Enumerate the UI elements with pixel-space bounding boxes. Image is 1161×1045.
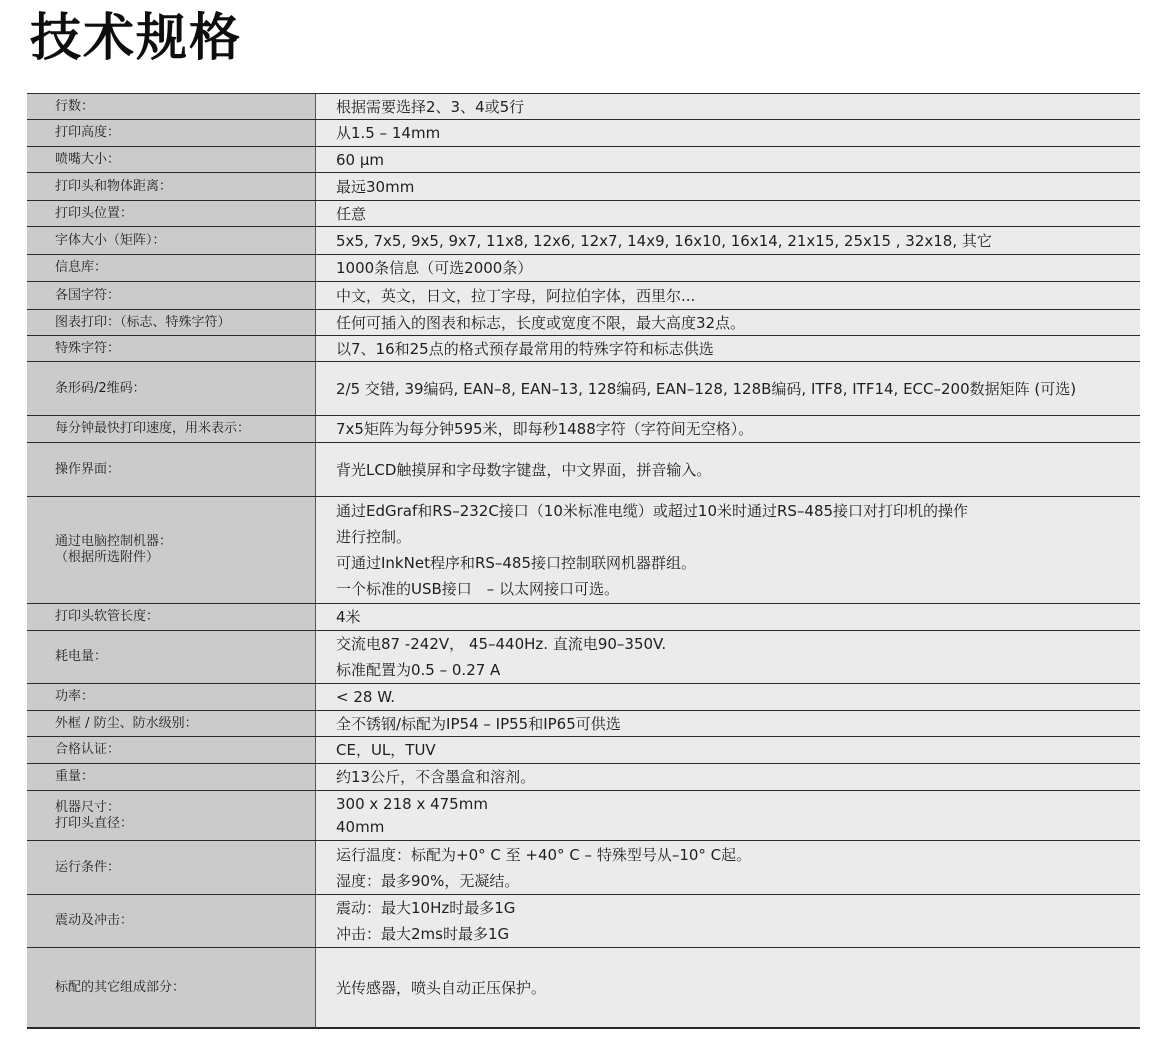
spec-value-line: 2/5 交错, 39编码, EAN–8, EAN–13, 128编码, EAN–128, 128B编码, ITF8, ITF14, ECC–200数据矩阵 (可选) bbox=[336, 379, 1077, 398]
spec-value-line: 中文，英文，日文，拉丁字母，阿拉伯字体，西里尔... bbox=[336, 286, 696, 305]
spec-row bbox=[27, 791, 1140, 841]
spec-value bbox=[316, 227, 1140, 254]
spec-row bbox=[27, 147, 1140, 173]
spec-value-line: 1000条信息（可选2000条） bbox=[336, 259, 533, 277]
spec-value bbox=[316, 416, 1140, 442]
spec-value bbox=[316, 362, 1140, 415]
spec-value bbox=[316, 604, 1140, 630]
spec-value-line: 全不锈钢/标配为IP54 – IP55和IP65可供选 bbox=[336, 714, 621, 733]
spec-value bbox=[316, 120, 1140, 146]
spec-value-line: 7x5矩阵为每分钟595米，即每秒1488字符（字符间无空格）。 bbox=[336, 420, 754, 438]
spec-label-line: 信息库： bbox=[55, 260, 108, 275]
spec-label-line: 每分钟最快打印速度，用米表示： bbox=[55, 421, 251, 436]
spec-value-line: 冲击：最大2ms时最多1G bbox=[336, 925, 510, 943]
spec-row bbox=[27, 94, 1140, 120]
spec-value-line: 4米 bbox=[336, 608, 361, 626]
spec-label-line: 通过电脑控制机器： bbox=[55, 534, 173, 549]
spec-value-line: 可通过InkNet程序和RS–485接口控制联网机器群组。 bbox=[336, 554, 697, 572]
spec-label bbox=[27, 94, 316, 119]
spec-value-line: 通过EdGraf和RS–232C接口（10米标准电缆）或超过10米时通过RS–485接口对打印机的操作 bbox=[336, 502, 969, 520]
spec-value-line: 进行控制。 bbox=[336, 528, 412, 546]
spec-row bbox=[27, 416, 1140, 443]
spec-value bbox=[316, 791, 1140, 840]
spec-value-line: 交流电87 -242V， 45–440Hz. 直流电90–350V. bbox=[336, 635, 667, 653]
spec-label bbox=[27, 443, 316, 496]
spec-label-line: 图表打印：（标志、特殊字符） bbox=[55, 314, 231, 330]
spec-value bbox=[316, 336, 1140, 361]
spec-value bbox=[316, 94, 1140, 119]
spec-row bbox=[27, 841, 1140, 895]
spec-row bbox=[27, 737, 1140, 764]
spec-label bbox=[27, 497, 316, 603]
spec-label bbox=[27, 255, 316, 281]
spec-label bbox=[27, 362, 316, 415]
spec-label-line: 重量： bbox=[55, 769, 95, 784]
spec-label-line: 合格认证： bbox=[55, 742, 121, 757]
spec-label-line: 耗电量： bbox=[55, 649, 108, 664]
spec-label-line: 打印头和物体距离： bbox=[55, 178, 173, 194]
spec-label-line: 打印头软管长度： bbox=[55, 609, 160, 624]
spec-label bbox=[27, 631, 316, 683]
spec-label bbox=[27, 173, 316, 200]
spec-value-line: 根据需要选择2、3、4或5行 bbox=[336, 97, 525, 116]
spec-label-line: （根据所选附件） bbox=[55, 550, 160, 565]
spec-row bbox=[27, 443, 1140, 497]
spec-label-line: 标配的其它组成部分： bbox=[55, 979, 186, 995]
spec-label-line: 条形码/2维码： bbox=[55, 380, 146, 396]
spec-value-line: 300 x 218 x 475mm bbox=[336, 794, 488, 813]
spec-value bbox=[316, 711, 1140, 736]
spec-row bbox=[27, 948, 1140, 1029]
spec-row bbox=[27, 684, 1140, 711]
spec-row bbox=[27, 497, 1140, 604]
spec-label bbox=[27, 604, 316, 630]
spec-value-line: 标准配置为0.5 – 0.27 A bbox=[336, 661, 501, 679]
spec-label bbox=[27, 684, 316, 710]
spec-label bbox=[27, 841, 316, 894]
spec-label bbox=[27, 737, 316, 763]
spec-row bbox=[27, 336, 1140, 362]
spec-label-line: 机器尺寸： bbox=[55, 799, 121, 815]
spec-value bbox=[316, 497, 1140, 603]
spec-label bbox=[27, 120, 316, 146]
spec-value-line: 运行温度：标配为+0° C 至 +40° C – 特殊型号从–10° C起。 bbox=[336, 845, 752, 864]
spec-label bbox=[27, 895, 316, 947]
spec-label bbox=[27, 282, 316, 309]
spec-value bbox=[316, 173, 1140, 200]
spec-label-line: 行数： bbox=[55, 98, 95, 114]
spec-label-line: 字体大小（矩阵）： bbox=[55, 232, 166, 248]
spec-label bbox=[27, 764, 316, 790]
spec-value-line: 最远30mm bbox=[336, 177, 415, 196]
spec-value bbox=[316, 764, 1140, 790]
spec-row bbox=[27, 282, 1140, 310]
spec-label-line: 运行条件： bbox=[55, 859, 121, 875]
spec-value bbox=[316, 841, 1140, 894]
spec-label bbox=[27, 310, 316, 335]
spec-label-line: 震动及冲击： bbox=[55, 913, 134, 928]
spec-label-line: 喷嘴大小： bbox=[55, 151, 121, 167]
spec-row bbox=[27, 120, 1140, 147]
spec-rows bbox=[27, 94, 1140, 1029]
spec-value-line: 任何可插入的图表和标志，长度或宽度不限，最大高度32点。 bbox=[336, 313, 746, 332]
spec-table bbox=[27, 93, 1140, 1029]
spec-value-line: 40mm bbox=[336, 817, 385, 836]
spec-label bbox=[27, 227, 316, 254]
page-title: 技术规格 bbox=[30, 9, 243, 68]
spec-value-line: CE，UL，TUV bbox=[336, 741, 436, 759]
spec-value-line: 震动：最大10Hz时最多1G bbox=[336, 899, 516, 917]
spec-label-line: 外框 / 防尘、防水级别： bbox=[55, 715, 198, 731]
spec-value-line: < 28 W. bbox=[336, 688, 396, 706]
spec-value bbox=[316, 948, 1140, 1027]
spec-value bbox=[316, 443, 1140, 496]
spec-value-line: 一个标准的USB接口 – 以太网接口可选。 bbox=[336, 580, 620, 598]
spec-row bbox=[27, 255, 1140, 282]
spec-row bbox=[27, 201, 1140, 227]
spec-row bbox=[27, 310, 1140, 336]
spec-value-line: 从1.5 – 14mm bbox=[336, 124, 441, 142]
spec-value bbox=[316, 737, 1140, 763]
spec-value-line: 以7、16和25点的格式预存最常用的特殊字符和标志供选 bbox=[336, 339, 714, 358]
spec-row bbox=[27, 631, 1140, 684]
spec-row bbox=[27, 764, 1140, 791]
spec-value bbox=[316, 310, 1140, 335]
spec-label-line: 打印高度： bbox=[55, 125, 121, 140]
spec-value bbox=[316, 282, 1140, 309]
spec-label bbox=[27, 201, 316, 226]
spec-label-line: 打印头直径： bbox=[55, 815, 134, 831]
spec-value-line: 5x5, 7x5, 9x5, 9x7, 11x8, 12x6, 12x7, 14x9, 16x10, 16x14, 21x15, 25x15 , 32x18, 其它 bbox=[336, 231, 992, 250]
spec-value bbox=[316, 201, 1140, 226]
spec-label bbox=[27, 791, 316, 840]
spec-value-line: 光传感器，喷头自动正压保护。 bbox=[336, 978, 547, 997]
spec-row bbox=[27, 227, 1140, 255]
spec-value-line: 约13公斤，不含墨盒和溶剂。 bbox=[336, 768, 536, 786]
spec-value-line: 任意 bbox=[336, 204, 367, 223]
spec-label bbox=[27, 147, 316, 172]
spec-label bbox=[27, 948, 316, 1027]
spec-row bbox=[27, 604, 1140, 631]
spec-label-line: 各国字符： bbox=[55, 287, 121, 303]
spec-value-line: 背光LCD触摸屏和字母数字键盘，中文界面，拼音输入。 bbox=[336, 460, 712, 479]
spec-value bbox=[316, 684, 1140, 710]
spec-value-line: 60 μm bbox=[336, 150, 385, 169]
spec-label-line: 特殊字符： bbox=[55, 340, 121, 356]
spec-value bbox=[316, 895, 1140, 947]
spec-label bbox=[27, 336, 316, 361]
spec-label-line: 功率： bbox=[55, 689, 95, 704]
spec-row bbox=[27, 711, 1140, 737]
spec-value bbox=[316, 631, 1140, 683]
spec-value bbox=[316, 255, 1140, 281]
spec-row bbox=[27, 895, 1140, 948]
spec-label bbox=[27, 416, 316, 442]
spec-value-line: 湿度：最多90%，无凝结。 bbox=[336, 871, 520, 890]
spec-label-line: 打印头位置： bbox=[55, 205, 134, 221]
spec-label bbox=[27, 711, 316, 736]
spec-label-line: 操作界面： bbox=[55, 461, 121, 477]
spec-row bbox=[27, 362, 1140, 416]
spec-row bbox=[27, 173, 1140, 201]
spec-value bbox=[316, 147, 1140, 172]
